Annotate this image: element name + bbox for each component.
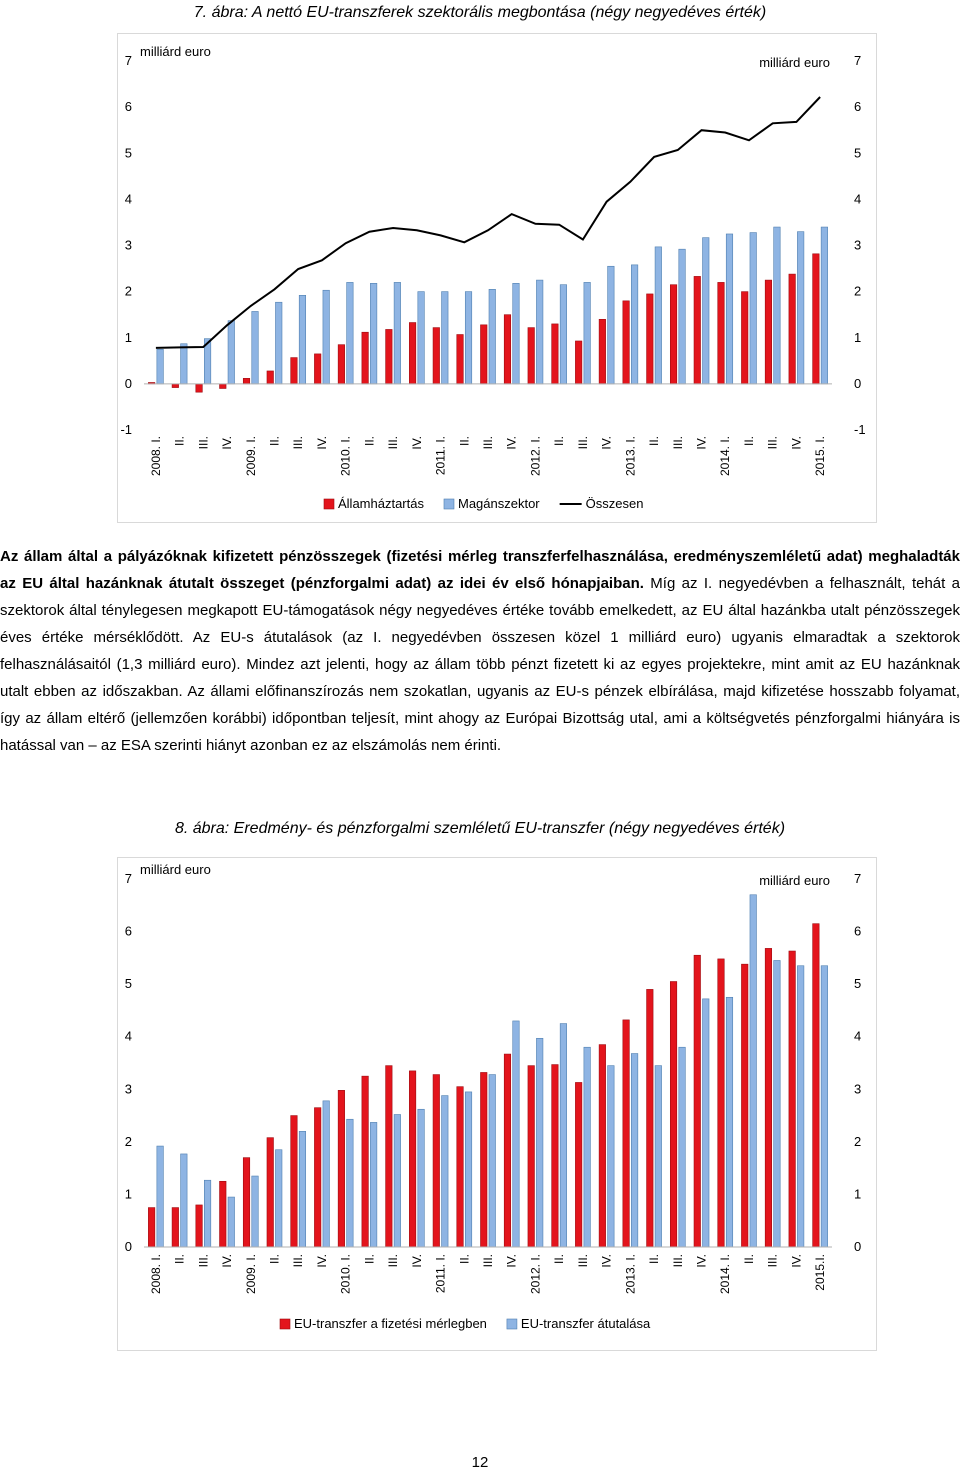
- y-tick-label-left: 6: [124, 923, 132, 939]
- bar-series1: [267, 1138, 274, 1247]
- bar-series1: [196, 384, 203, 392]
- bar-series1: [267, 371, 274, 384]
- y-tick-label-right: 5: [854, 145, 862, 161]
- y-tick-label-left: 5: [124, 976, 132, 992]
- bar-series2: [821, 966, 828, 1247]
- bar-series1: [504, 315, 511, 384]
- x-tick-label: 2011. I.: [433, 1254, 448, 1294]
- bar-series2: [631, 265, 638, 384]
- x-tick-label: III.: [386, 436, 401, 450]
- figure-7-caption: 7. ábra: A nettó EU-transzferek szektorális megbontása (négy negyedéves érték): [193, 4, 767, 21]
- bar-series2: [181, 344, 188, 384]
- bar-series1: [362, 332, 369, 384]
- bar-series2: [726, 997, 733, 1247]
- x-tick-label: 2013. I.: [623, 436, 638, 477]
- x-tick-label: 2012. I.: [528, 1254, 543, 1295]
- bar-series2: [750, 895, 757, 1247]
- bar-series2: [560, 285, 567, 384]
- bar-series1: [623, 1020, 630, 1247]
- y-tick-label-right: -1: [854, 422, 866, 437]
- x-tick-label: II.: [647, 436, 662, 447]
- y-tick-label-left: 1: [124, 1186, 132, 1202]
- bar-series1: [386, 1066, 393, 1247]
- bar-series1: [172, 384, 179, 388]
- y-tick-label-left: 2: [124, 283, 132, 299]
- bar-series2: [299, 295, 306, 384]
- bar-series1: [243, 1158, 250, 1247]
- legend-label: EU-transzfer a fizetési mérlegben: [294, 1316, 487, 1331]
- x-tick-label: IV.: [694, 436, 709, 450]
- bar-series1: [575, 341, 582, 384]
- x-tick-label: 2015. I.: [813, 436, 828, 477]
- y-tick-label-right: 1: [854, 329, 862, 345]
- legend-swatch: [280, 1319, 290, 1329]
- x-tick-label: IV.: [599, 436, 614, 450]
- x-tick-label: II.: [362, 436, 377, 447]
- figure-8-svg: [118, 858, 876, 1350]
- bar-series1: [291, 1116, 298, 1247]
- x-tick-label: IV.: [504, 1254, 519, 1268]
- bar-series2: [703, 999, 710, 1247]
- x-tick-label: III.: [670, 1254, 685, 1268]
- y-tick-label-right: 6: [854, 923, 862, 939]
- y-tick-label-right: 4: [854, 191, 862, 207]
- legend-label: EU-transzfer átutalása: [520, 1316, 651, 1331]
- y-tick-label-left: 3: [124, 1081, 132, 1097]
- x-tick-label: IV.: [504, 436, 519, 450]
- x-tick-label: II.: [742, 1254, 756, 1265]
- y-tick-label-right: 6: [854, 99, 862, 115]
- bar-series2: [536, 1038, 543, 1247]
- y-tick-label-left: 4: [124, 191, 132, 207]
- bar-series1: [575, 1082, 582, 1247]
- bar-series2: [370, 283, 377, 384]
- x-tick-label: IV.: [789, 1254, 804, 1268]
- legend-label: Államháztartás: [338, 496, 424, 511]
- bar-series2: [774, 960, 781, 1247]
- bar-series2: [584, 282, 591, 383]
- unit-label-right: milliárd euro: [759, 873, 830, 888]
- bar-series2: [394, 282, 401, 383]
- x-tick-label: IV.: [409, 1254, 424, 1268]
- x-tick-label: III.: [291, 436, 306, 450]
- bar-series1: [670, 982, 677, 1247]
- bar-series1: [647, 294, 654, 384]
- y-tick-label-left: 1: [124, 329, 132, 345]
- bar-series2: [323, 1101, 330, 1247]
- bar-series1: [338, 345, 345, 384]
- bar-series2: [726, 234, 733, 384]
- y-tick-label-right: 0: [854, 1239, 862, 1254]
- bar-series2: [703, 238, 710, 384]
- x-tick-label: III.: [196, 436, 211, 450]
- bar-series1: [409, 323, 416, 384]
- page-number: 12: [471, 1454, 489, 1471]
- x-tick-label: IV.: [314, 436, 329, 450]
- bar-series2: [204, 1180, 211, 1247]
- bar-series2: [489, 289, 496, 384]
- bar-series2: [252, 311, 258, 383]
- x-tick-label: III.: [291, 1254, 306, 1268]
- bar-series1: [220, 1181, 227, 1247]
- bar-series1: [409, 1071, 416, 1247]
- x-tick-label: III.: [481, 1254, 495, 1268]
- x-tick-label: II.: [742, 436, 756, 447]
- bar-series1: [813, 924, 820, 1247]
- x-tick-label: 2010. I.: [338, 1254, 353, 1295]
- bar-series1: [528, 1066, 535, 1247]
- bar-series2: [560, 1024, 567, 1247]
- bar-series1: [433, 1075, 440, 1247]
- x-tick-label: II.: [552, 436, 567, 447]
- y-tick-label-left: 4: [124, 1028, 132, 1044]
- x-tick-label: III.: [575, 1254, 590, 1268]
- bar-series2: [442, 1096, 449, 1247]
- bar-series1: [504, 1054, 511, 1247]
- bar-series2: [821, 227, 828, 384]
- bar-series1: [148, 1208, 155, 1247]
- bar-series1: [765, 948, 772, 1247]
- x-tick-label: II.: [267, 1254, 282, 1265]
- x-tick-label: II.: [457, 436, 472, 447]
- bar-series2: [228, 1197, 235, 1247]
- y-tick-label-right: 7: [854, 871, 862, 886]
- x-tick-label: III.: [481, 436, 495, 450]
- y-tick-label-left: 6: [124, 99, 132, 115]
- y-tick-label-left: 5: [124, 145, 132, 161]
- bar-series2: [275, 1150, 282, 1247]
- body-paragraph: [0, 543, 960, 759]
- x-tick-label: 2009. I.: [243, 1254, 258, 1295]
- bar-series1: [314, 354, 321, 384]
- bar-series1: [481, 1072, 488, 1247]
- x-tick-label: 2012. I.: [528, 436, 543, 477]
- bar-series2: [370, 1122, 377, 1247]
- bar-series1: [813, 254, 820, 384]
- bar-series1: [243, 378, 250, 384]
- legend-swatch: [324, 499, 334, 509]
- bar-series2: [750, 233, 757, 384]
- bar-series1: [552, 1065, 559, 1247]
- bar-series2: [157, 349, 164, 384]
- bar-series2: [442, 292, 449, 384]
- bar-series2: [465, 292, 472, 384]
- x-tick-label: III.: [386, 1254, 401, 1268]
- x-tick-label: III.: [575, 436, 590, 450]
- y-tick-label-left: 7: [124, 871, 132, 886]
- y-tick-label-right: 0: [854, 375, 862, 391]
- bar-series1: [220, 384, 227, 389]
- x-tick-label: 2008. I.: [148, 1254, 163, 1295]
- bar-series1: [789, 274, 796, 384]
- x-tick-label: 2010. I.: [338, 436, 353, 477]
- bar-series1: [599, 1045, 606, 1247]
- y-tick-label-right: 5: [854, 976, 862, 992]
- bar-series1: [789, 951, 796, 1247]
- x-tick-label: II.: [647, 1254, 662, 1265]
- figure-7-svg: [118, 34, 876, 522]
- x-tick-label: II.: [172, 1254, 187, 1265]
- bar-series2: [252, 1176, 258, 1247]
- bar-series1: [718, 282, 725, 383]
- bar-series1: [718, 959, 725, 1247]
- bar-series2: [513, 283, 520, 384]
- x-tick-label: III.: [196, 1254, 211, 1268]
- paragraph-text: Míg az I. negyedévben a felhasznált, tehát a szektorok által ténylegesen megkapott EU-támogatások négy negyedéves értéke tovább emelkedett, az EU által hazánkba utalt pénzösszegek éves értéke mérséklődött. Az EU-s átutalások (az I. negyedévben összesen közel 1 milliárd euro) ugyanis elmaradtak a szektorok felhasználásaitól (1,3 milliárd euro). Mindez azt jelenti, hogy az állam több pénzt fizetett ki az egyes projektekre, mint amit az EU hazánknak utalt ebben az időszakban. Az állami előfinanszírozás nem szokatlan, ugyanis az EU-s pénzek elbírálása, majd kifizetése hosszabb folyamat, így az állam eltérő (jellemzően korábbi) időpontban teljesít, mint ahogy az Európai Bizottság utal, ami a költségvetés pénzforgalmi hiányára is hatással van – az ESA szerinti hiányt azonban ez az elszámolás nem érinti.: [0, 575, 960, 754]
- bar-series1: [362, 1076, 369, 1247]
- bar-series2: [299, 1131, 306, 1247]
- bar-series1: [291, 358, 298, 384]
- bar-series2: [181, 1154, 188, 1247]
- bar-series2: [323, 290, 330, 384]
- bar-series2: [489, 1075, 496, 1247]
- x-tick-label: II.: [172, 436, 187, 447]
- bar-series1: [623, 301, 630, 384]
- y-tick-label-right: 1: [854, 1186, 862, 1202]
- bar-series1: [694, 955, 701, 1247]
- x-tick-label: 2008. I.: [148, 436, 163, 477]
- legend-label: Összesen: [585, 496, 644, 511]
- x-tick-label: IV.: [314, 1254, 329, 1268]
- bar-series2: [797, 966, 804, 1247]
- bar-series1: [433, 328, 440, 384]
- bar-series1: [528, 328, 535, 384]
- x-tick-label: 2011. I.: [433, 436, 448, 476]
- y-tick-label-right: 2: [854, 283, 862, 299]
- legend-swatch: [507, 1319, 517, 1329]
- x-tick-label: III.: [765, 436, 780, 450]
- bar-series2: [679, 1047, 686, 1247]
- bar-series1: [481, 325, 488, 384]
- x-tick-label: II.: [267, 436, 282, 447]
- x-tick-label: III.: [670, 436, 685, 450]
- x-tick-label: II.: [457, 1254, 472, 1265]
- bar-series2: [513, 1021, 520, 1247]
- bar-series1: [314, 1108, 321, 1247]
- legend-label: Magánszektor: [457, 496, 540, 511]
- bar-series1: [457, 1087, 464, 1247]
- bar-series2: [418, 1109, 425, 1247]
- bar-series1: [647, 989, 654, 1247]
- y-tick-label-right: 3: [854, 237, 862, 253]
- y-tick-label-right: 2: [854, 1133, 862, 1149]
- x-tick-label: IV.: [599, 1254, 614, 1268]
- bar-series1: [765, 280, 772, 384]
- figure-8-caption: 8. ábra: Eredmény- és pénzforgalmi szemléletű EU-transzfer (négy negyedéves érték): [174, 820, 786, 837]
- bar-series2: [608, 1066, 615, 1247]
- bar-series2: [608, 266, 615, 384]
- bar-series2: [584, 1047, 591, 1247]
- y-tick-label-left: 0: [124, 1239, 132, 1254]
- x-tick-label: 2015.I.: [813, 1254, 828, 1291]
- x-tick-label: 2014. I.: [718, 1254, 733, 1295]
- y-tick-label-left: 7: [124, 53, 132, 68]
- y-tick-label-right: 3: [854, 1081, 862, 1097]
- x-tick-label: 2009. I.: [243, 436, 258, 477]
- bar-series2: [631, 1054, 638, 1247]
- unit-label-left: milliárd euro: [140, 44, 211, 59]
- bar-series1: [552, 324, 559, 384]
- y-tick-label-right: 4: [854, 1028, 862, 1044]
- bar-series1: [457, 335, 464, 384]
- y-tick-label-left: -1: [120, 422, 132, 437]
- x-tick-label: II.: [362, 1254, 377, 1265]
- bar-series2: [655, 247, 662, 384]
- bar-series2: [418, 292, 425, 384]
- bar-series2: [774, 227, 781, 384]
- bar-series1: [741, 964, 748, 1247]
- bar-series1: [338, 1090, 345, 1247]
- x-tick-label: 2014. I.: [718, 436, 733, 477]
- x-tick-label: IV.: [409, 436, 424, 450]
- bar-series2: [679, 249, 686, 384]
- bar-series1: [670, 285, 677, 384]
- x-tick-label: II.: [552, 1254, 567, 1265]
- y-tick-label-left: 0: [124, 375, 132, 391]
- y-tick-label-left: 2: [124, 1133, 132, 1149]
- bar-series2: [275, 302, 282, 384]
- bar-series2: [228, 321, 235, 384]
- paragraph-bold-text: Az állam által a pályázóknak kifizetett pénzösszegek (fizetési mérleg transzferfelhasználása, eredményszemléletű adat) meghaladták az EU által hazánknak átutalt összeget (pénzforgalmi adat) az idei év első hónapjaiban.: [0, 548, 960, 592]
- x-tick-label: 2013. I.: [623, 1254, 638, 1295]
- x-tick-label: IV.: [220, 1254, 234, 1268]
- bar-series2: [465, 1092, 472, 1247]
- bar-series1: [599, 319, 606, 384]
- bar-series2: [797, 232, 804, 384]
- bar-series1: [386, 329, 393, 383]
- bar-series2: [347, 282, 354, 383]
- bar-series2: [157, 1146, 164, 1247]
- unit-label-left: milliárd euro: [140, 862, 211, 877]
- x-tick-label: IV.: [789, 436, 804, 450]
- legend-swatch: [444, 499, 454, 509]
- y-tick-label-left: 3: [124, 237, 132, 253]
- y-tick-label-right: 7: [854, 53, 862, 68]
- bar-series1: [694, 276, 701, 383]
- x-tick-label: IV.: [694, 1254, 709, 1268]
- bar-series2: [655, 1066, 662, 1247]
- bar-series2: [347, 1119, 354, 1247]
- x-tick-label: IV.: [220, 436, 234, 450]
- bar-series1: [196, 1205, 203, 1247]
- bar-series1: [741, 292, 748, 384]
- unit-label-right: milliárd euro: [759, 55, 830, 70]
- figure-7-chart: [117, 33, 877, 523]
- bar-series2: [394, 1115, 401, 1247]
- x-tick-label: III.: [765, 1254, 780, 1268]
- bar-series2: [536, 280, 543, 384]
- bar-series1: [172, 1208, 179, 1247]
- figure-8-chart: [117, 857, 877, 1351]
